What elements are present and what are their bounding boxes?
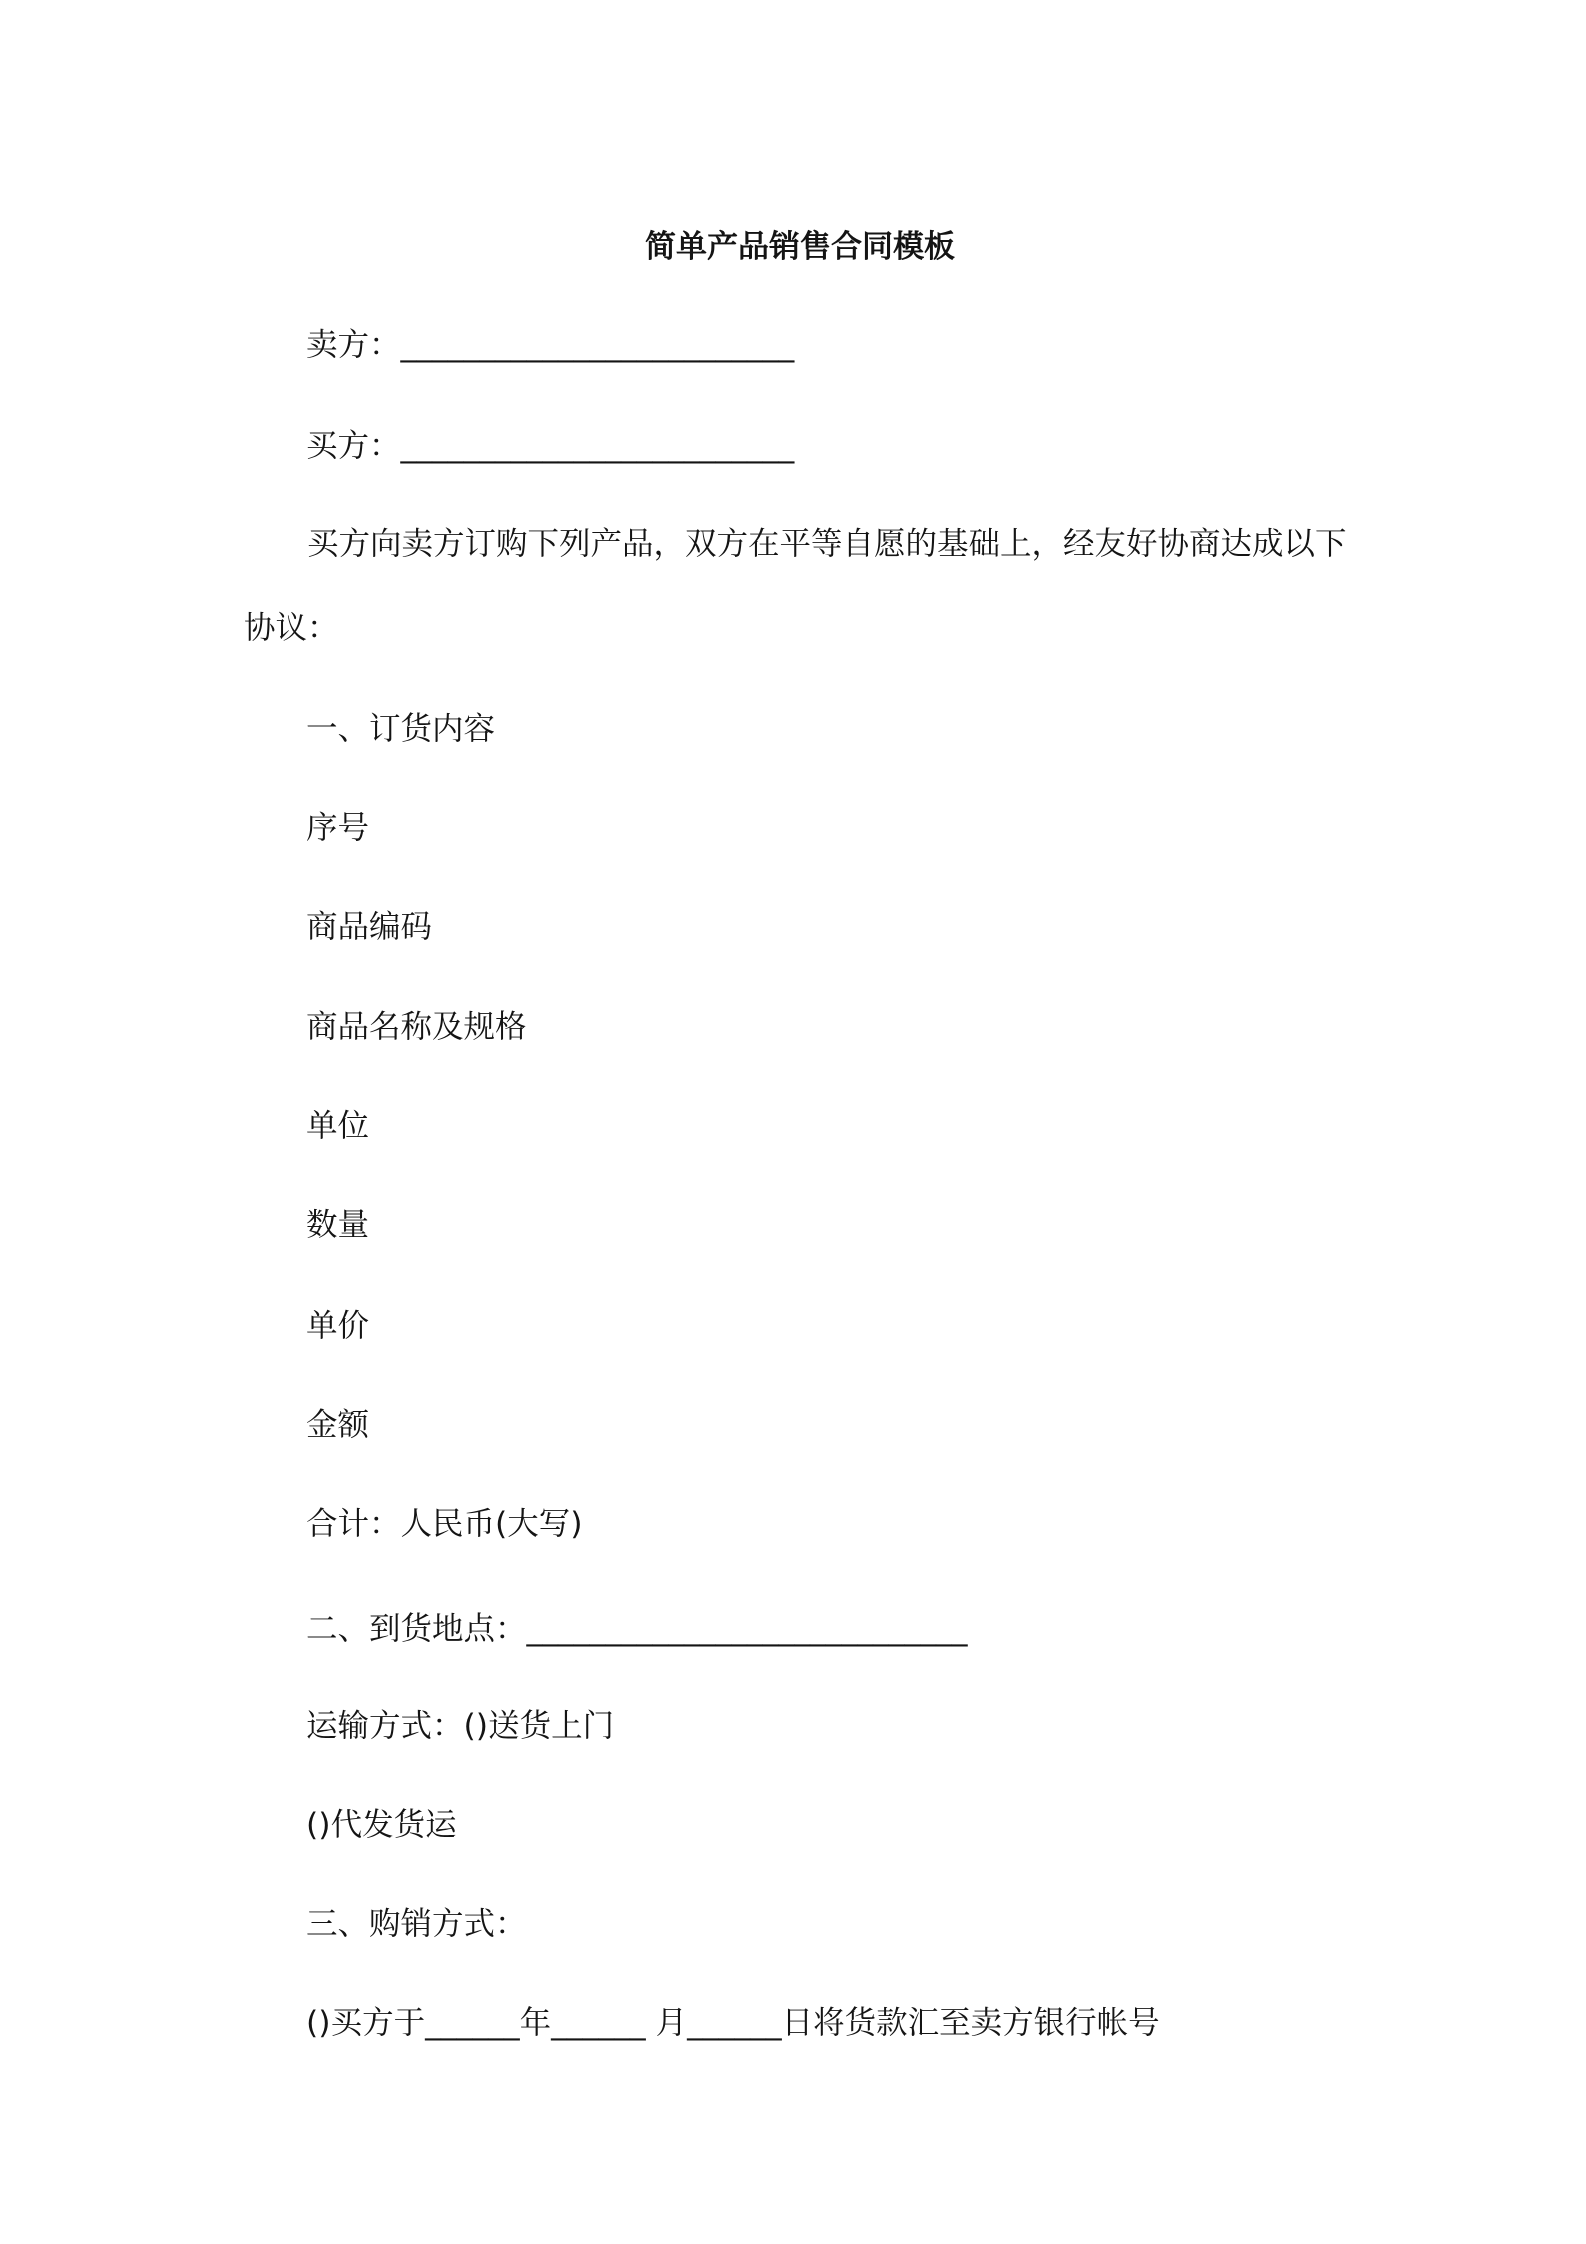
order-field-quantity: 数量 bbox=[306, 1207, 370, 1243]
order-field-serial: 序号 bbox=[306, 810, 370, 846]
order-total-line: 合计：人民币(大写) bbox=[306, 1506, 583, 1542]
buyer-line: 买方：_________________________ bbox=[306, 428, 795, 464]
section-1-heading: 一、订货内容 bbox=[306, 711, 496, 747]
payment-line: ()买方于______年______ 月______日将货款汇至卖方银行帐号 bbox=[306, 2005, 1160, 2041]
section-2-heading: 二、到货地点：____________________________ bbox=[306, 1611, 968, 1647]
transport-method-line: 运输方式：()送货上门 bbox=[306, 1708, 615, 1744]
order-field-unit: 单位 bbox=[306, 1108, 370, 1144]
order-field-amount: 金额 bbox=[306, 1407, 370, 1443]
transport-alt-line: ()代发货运 bbox=[306, 1807, 457, 1843]
order-field-product-name-spec: 商品名称及规格 bbox=[306, 1009, 527, 1045]
order-field-product-code: 商品编码 bbox=[306, 909, 433, 945]
section-3-heading: 三、购销方式： bbox=[306, 1906, 527, 1942]
seller-line: 卖方：_________________________ bbox=[306, 327, 795, 363]
order-field-unit-price: 单价 bbox=[306, 1308, 370, 1344]
intro-paragraph: 买方向卖方订购下列产品，双方在平等自愿的基础上，经友好协商达成以下协议： bbox=[244, 526, 1347, 646]
document-title: 简单产品销售合同模板 bbox=[645, 229, 955, 265]
